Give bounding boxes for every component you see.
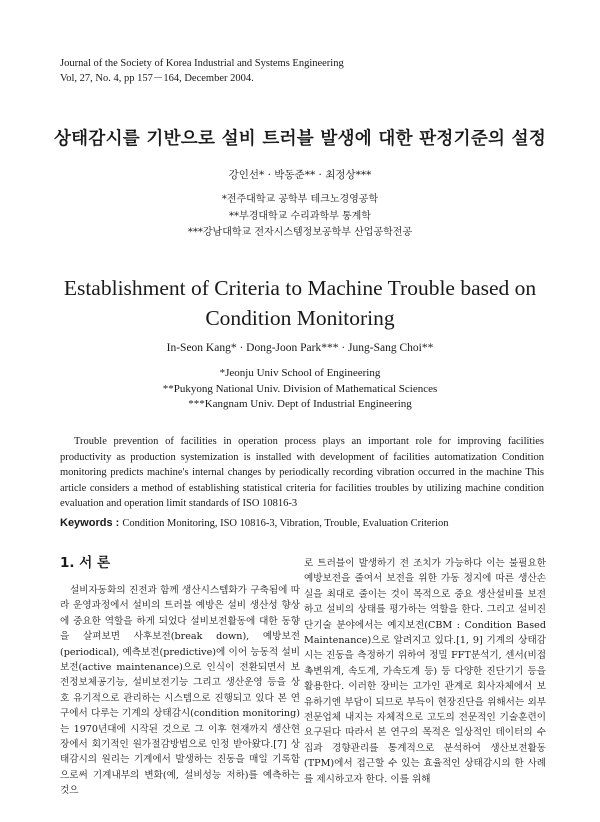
korean-affiliation: *전주대학교 공학부 테크노경영공학 [221, 194, 379, 205]
korean-affiliation: **부경대학교 수리과학부 통계학 [229, 210, 371, 222]
korean-affiliations [0, 192, 600, 242]
right-column [304, 556, 546, 787]
korean-affiliation: ***강남대학교 전자시스템정보공학부 산업공학전공 [187, 227, 413, 238]
korean-authors: 강인선* · 박동준** · 최정상*** [228, 169, 372, 181]
keywords-label: Keywords : [60, 517, 123, 529]
english-title-line: Establishment of Criteria to Machine Trouble based on [63, 276, 537, 300]
korean-title: 상태감시를 기반으로 설비 트러블 발생에 대한 판정기준의 설정 [53, 129, 547, 149]
journal-name: Journal of the Society of Korea Industrial and Systems Engineering [60, 58, 344, 69]
section-heading: 1. 서 론 [60, 555, 111, 571]
journal-volume: Vol, 27, No. 4, pp 157－164, December 2004. [60, 73, 254, 84]
english-affiliation: *Jeonju Univ School of Engineering [219, 367, 381, 379]
body-paragraph: 로 트러블이 발생하기 전 조치가 가능하다 이는 불필요한 예방보전을 줄여서 보전을 위한 가동 정지에 따른 생산손실을 최대로 줄이는 것이 목적으로 중요 생산설비를 보전하고 설비의 상태를 평가하는 역할을 한다. 그리고 설비진단기술 분야에서는 예지보전(CBM : Condition Based Maintenance)으로 알려지고 있다.[1, 9] 기계의 상태감시는 진동을 측정하기 위하여 정밀 FFT분석기, 센서(비접촉변위계, 속도계, 가속도계 등) 등 다양한 진단기기 등을 활용한다. 이러한 장비는 고가인 관계로 회사자체에서 보유하기엔 부담이 되므로 부득이 현장진단을 위해서는 외부 전문업체 내지는 자체적으로 고도의 전문적인 기술훈련이 요구된다 따라서 본 연구의 목적은 일상적인 데이터의 수집과 경향관리를 통계적으로 분석하여 생산보전활동(TPM)에서 접근할 수 있는 효율적인 상태감시의 한 사례를 제시하고자 한다. 이를 위해 [304, 558, 546, 785]
keywords-text: Condition Monitoring, ISO 10816-3, Vibration, Trouble, Evaluation Criterion [122, 518, 449, 529]
english-affiliation: ***Kangnam Univ. Dept of Industrial Engineering [188, 398, 412, 410]
english-affiliations [0, 366, 600, 413]
left-column [60, 555, 300, 799]
english-authors: In-Seon Kang* · Dong-Joon Park*** · Jung-Sang Choi** [166, 342, 434, 354]
english-affiliation: **Pukyong National Univ. Division of Mathematical Sciences [162, 382, 438, 395]
abstract: Trouble prevention of facilities in operation process plays an important role for improving facilities productivity as production systemization is installed with development of facilities automatization Condition monitoring predicts machine's internal changes by periodically recording vibration occurred in the machine This article considers a method of establishing statistical criteria for facilities troubles by utilizing machine condition evaluation and operation limit standards of ISO 10816-3 [60, 436, 544, 509]
english-title [0, 273, 600, 333]
english-title-line: Condition Monitoring [205, 306, 395, 330]
keywords [60, 517, 550, 529]
body-paragraph: 설비자동화의 진전과 함께 생산시스템화가 구축됨에 따라 운영과정에서 설비의 트러블 예방은 설비 생산성 향상에 중요한 역할을 하게 되었다 설비보전활동에 대한 동향을 살펴보면 사후보전(break down), 예방보전(periodical), 예측보전(predictive)에 이어 능동적 설비보전(active maintenance)으로 인식이 전환되면서 보전정보체공기능, 설비보전기능 그리고 생산운영 등을 상호 유기적으로 관리하는 시스템으로 진행되고 있다 본 연구에서 다루는 기계의 상태감시(condition monitoring)는 1970년대에 시작된 것으로 그 이후 현재까지 생산현장에서 회기적인 원가절감방법으로 인정 받아왔다.[7] 상태감시의 원리는 기계에서 발생하는 진동을 매일 기록함으로써 기계내부의 변화(예, 설비성능 저하)를 예측하는 것으 [60, 585, 300, 797]
journal-info [60, 56, 344, 86]
